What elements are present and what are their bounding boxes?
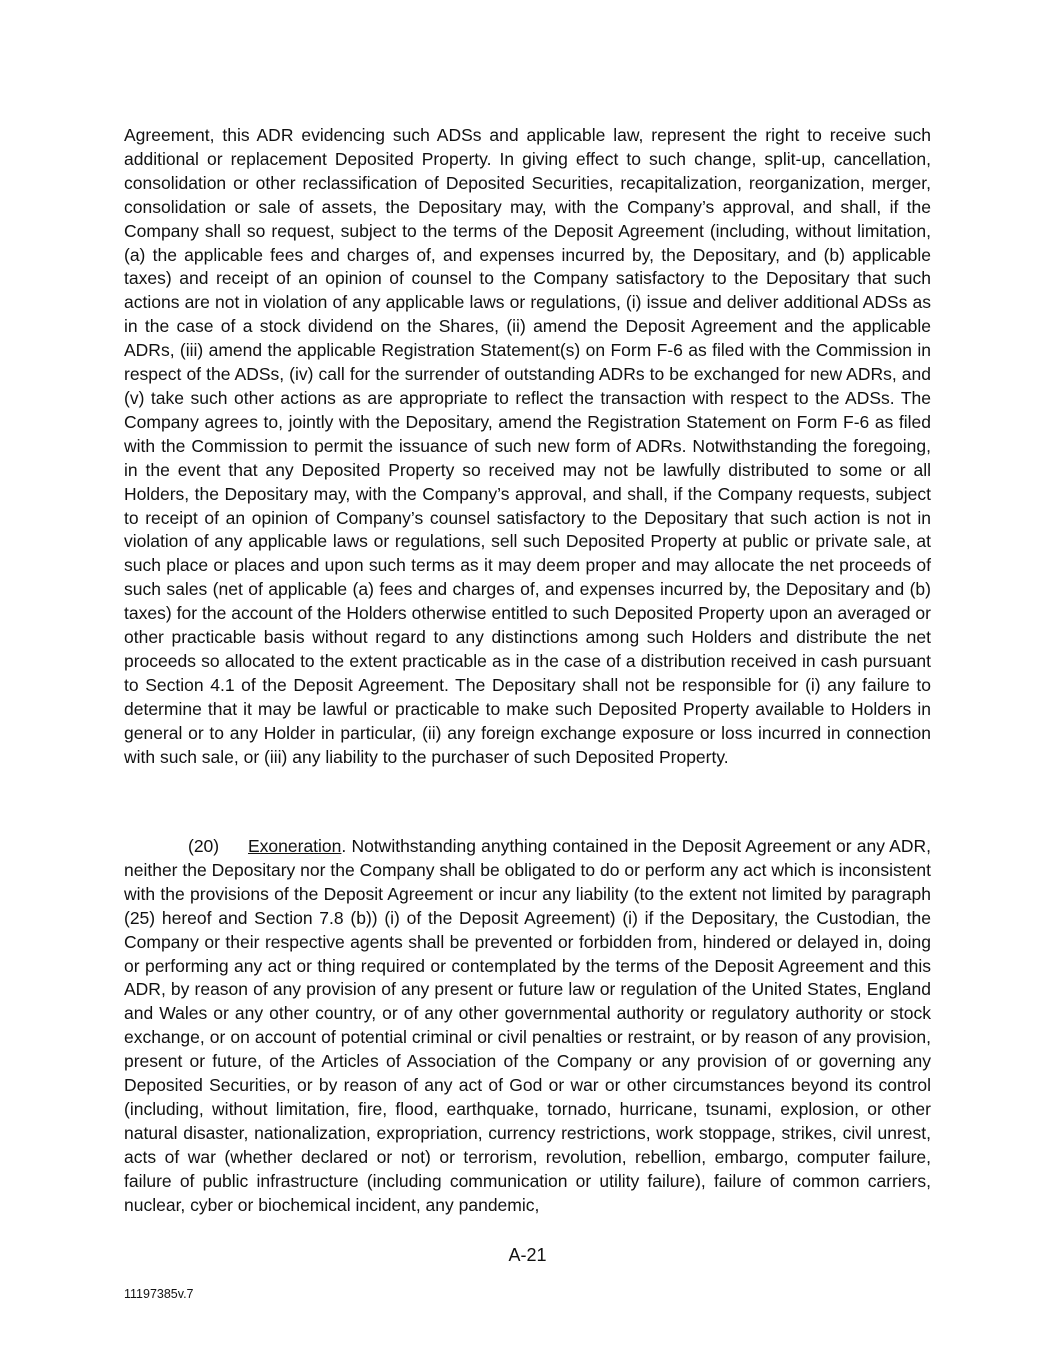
section-body: Notwithstanding anything contained in the Deposit Agreement or any ADR, neither the Depositary nor the Company shall be obligated to do or perform any act which is inconsistent with the provisions of the Deposit Agreement or incur any liability (to the extent not limited by paragraph (25) hereof and Section 7.8 (b)) (i) of the Deposit Agreement) (i) if the Depositary, the Custodian, the Company or their respective agents shall be prevented or forbidden from, hindered or delayed in, doing or performing any act or thing required or contemplated by the terms of the Deposit Agreement and this ADR, by reason of any provision of any present or future law or regulation of the United States, England and Wales or any other country, or of any other governmental authority or regulatory authority or stock exchange, or on account of potential criminal or civil penalties or restraint, or by reason of any provision, present or future, of the Articles of Association of the Company or any provision of or governing any Deposited Securities, or by reason of any act of God or war or other circumstances beyond its control (including, without limitation, fire, flood, earthquake, tornado, hurricane, tsunami, explosion, or other natural disaster, nationalization, expropriation, currency restrictions, work stoppage, strikes, civil unrest, acts of war (whether declared or not) or terrorism, revolution, rebellion, embargo, computer failure, failure of public infrastructure (including communication or utility failure), failure of common carriers, nuclear, cyber or biochemical incident, any pandemic, bbox=[124, 836, 931, 1215]
document-id: 11197385v.7 bbox=[124, 1287, 194, 1301]
section-number: (20) bbox=[188, 836, 220, 856]
section-heading: Exoneration bbox=[248, 836, 342, 856]
page-number: A-21 bbox=[508, 1245, 547, 1265]
paragraph-continuation: Agreement, this ADR evidencing such ADSs and applicable law, represent the right to receive such additional or replacement Deposited Property. In giving effect to such change, split-up, cancellation, consolidation or other reclassification of Deposited Securities, recapitalization, reorganization, merger, consolidation or sale of assets, the Depositary may, with the Company’s approval, and shall, if the Company shall so request, subject to the terms of the Deposit Agreement (including, without limitation, (a) the applicable fees and charges of, and expenses incurred by, the Depositary, and (b) applicable taxes) and receipt of an opinion of counsel to the Company satisfactory to the Depositary that such actions are not in violation of any applicable laws or regulations, (i) issue and deliver additional ADSs as in the case of a stock dividend on the Shares, (ii) amend the Deposit Agreement and the applicable ADRs, (iii) amend the applicable Registration Statement(s) on Form F-6 as filed with the Commission in respect of the ADSs, (iv) call for the surrender of outstanding ADRs to be exchanged for new ADRs, and (v) take such other actions as are appropriate to reflect the transaction with respect to the ADSs. The Company agrees to, jointly with the Depositary, amend the Registration Statement on Form F-6 as filed with the Commission to permit the issuance of such new form of ADRs. Notwithstanding the foregoing, in the event that any Deposited Property so received may not be lawfully distributed to some or all Holders, the Depositary may, with the Company’s approval, and shall, if the Company requests, subject to receipt of an opinion of Company’s counsel satisfactory to the Depositary that such action is not in violation of any applicable laws or regulations, sell such Deposited Property at public or private sale, at such place or places and upon such terms as it may deem proper and may allocate the net proceeds of such sales (net of applicable (a) fees and charges of, and expenses incurred by, the Depositary and (b) taxes) for the account of the Holders otherwise entitled to such Deposited Property upon an averaged or other practicable basis without regard to any distinctions among such Holders and distribute the net proceeds so allocated to the extent practicable as in the case of a distribution received in cash pursuant to Section 4.1 of the Deposit Agreement. The Depositary shall not be responsible for (i) any failure to determine that it may be lawful or practicable to make such Deposited Property available to Holders in general or to any Holder in particular, (ii) any foreign exchange exposure or loss incurred in connection with such sale, or (iii) any liability to the purchaser of such Deposited Property. bbox=[124, 125, 931, 767]
section-20-exoneration bbox=[124, 835, 931, 1218]
section-heading-punct: . bbox=[341, 836, 347, 856]
